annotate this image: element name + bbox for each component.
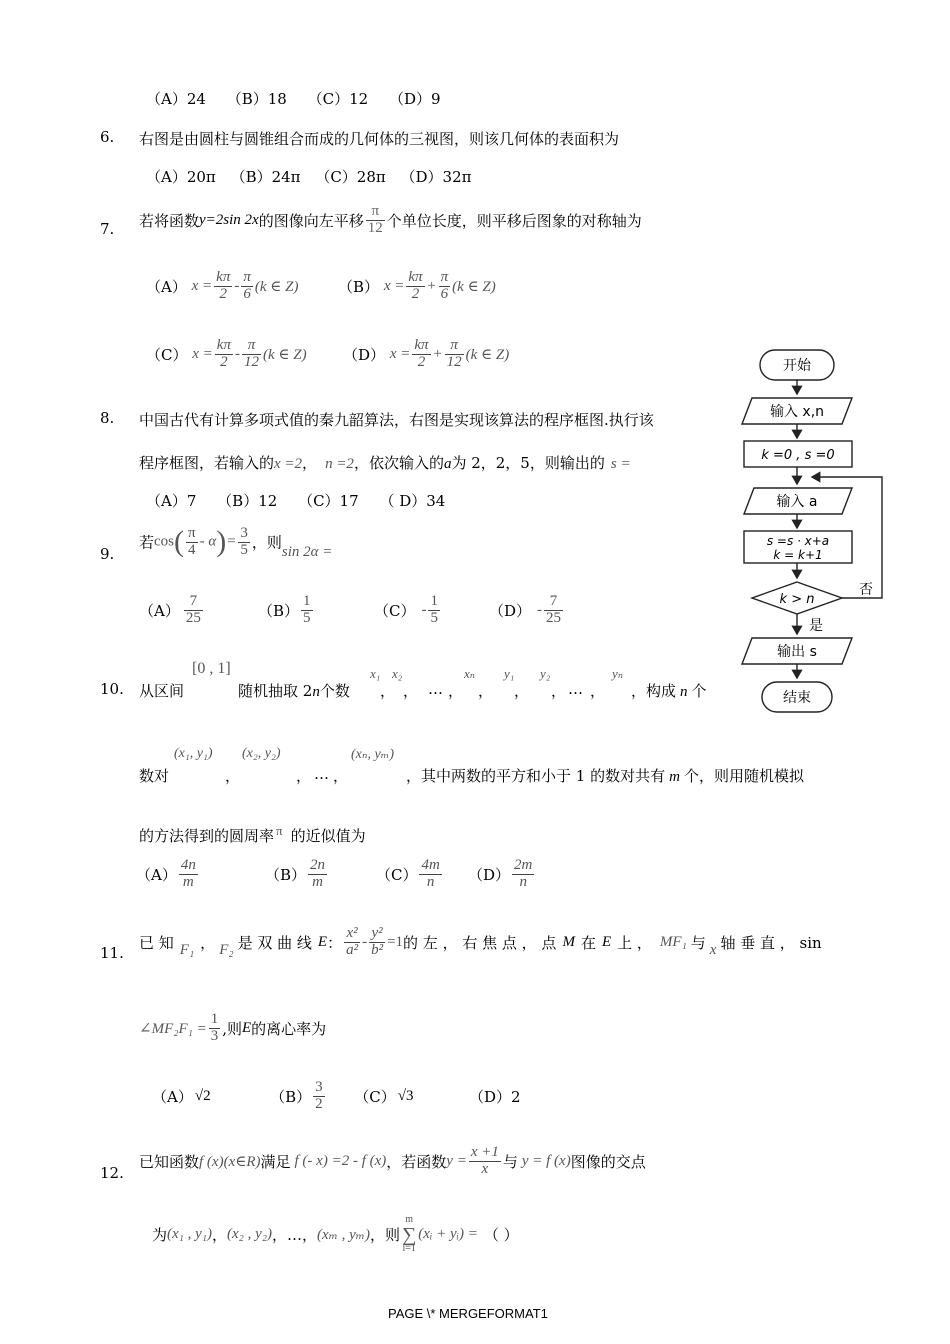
q7-option-c [146, 338, 307, 371]
q10-pairs-rest [406, 765, 804, 786]
q11-eq1: =1 [387, 933, 404, 950]
q10-sep-1: ， [380, 682, 396, 700]
q9-b-num: 1 [303, 593, 311, 609]
q10-pair-dots: … [314, 765, 329, 783]
q10-n-var: n [312, 684, 320, 700]
q12-sep-1: ， [212, 1226, 228, 1244]
flow-yes-label: 是 [809, 618, 823, 634]
q11-line1: 已 知 F₁ ， F₂ 是 双 曲 线 E： $\frac{\text{x²}}{\text{a²}}$ - $\frac{\text{y²}}{\text{b²}}$ =1的 左 ， 右 焦 点 ， 点 M 在 E 上 ， MF₁ 与 x 轴 垂 直 ， sin [139, 925, 822, 959]
q6-stem: 右图是由圆柱与圆锥组合而成的几何体的三视图，则该几何体的表面积为 [139, 130, 620, 148]
q11-b2: b² [371, 941, 384, 958]
q10-b: 随机抽取 2 [238, 682, 313, 700]
q7-c-cond: (k ∈ Z) [262, 346, 307, 363]
q10-c-den: n [419, 874, 441, 891]
q10-pairs-rest-a: ，其中两数的平方和小于 1 的数对共有 [406, 767, 666, 785]
q12-relation: f (- x) =2 - f (x) [294, 1152, 387, 1169]
q7-d-op: + [432, 345, 443, 362]
q12-pt2: (x₂ , y₂) [227, 1226, 273, 1242]
q7-shift-den: 12 [367, 219, 383, 236]
q8-line2-c: 为 2，2，5，则输出的 [451, 454, 605, 472]
q9-option-c [374, 594, 442, 627]
q11-option-a: √2 [194, 1087, 211, 1104]
q9-c-den: 5 [430, 609, 438, 626]
q12-sigma: ∑ [402, 1223, 417, 1246]
q10-sep-5: ， [514, 682, 530, 700]
q7-a-two: 2 [214, 286, 232, 303]
q12-line1 [139, 1145, 646, 1178]
q11-angle: ∠MF₂F₁ = [139, 1020, 207, 1037]
q9-label-a: （A） [139, 601, 180, 620]
q10-sep-7: ， [590, 682, 606, 700]
q10-dots-1: … [428, 680, 443, 698]
q10-a-den: m [179, 874, 198, 891]
q11-label-b: （B） [270, 1087, 312, 1106]
q10-line1-b [238, 680, 350, 701]
q9-label-d: （D） [489, 601, 532, 620]
q9-five: 5 [240, 541, 248, 558]
q10-pair-2: (x₂, y₂) [242, 746, 281, 761]
q8-comma: ， [302, 454, 318, 472]
q11-line2 [139, 1012, 326, 1045]
q12-sum-body: (xᵢ + yᵢ) = [418, 1226, 478, 1242]
q11-F1: F₁ [179, 942, 195, 959]
q10-option-b [265, 858, 329, 891]
q10-x1: x₁ [370, 666, 381, 681]
q8-option-d: （ D）34 [379, 492, 446, 510]
q9-option-b [258, 594, 315, 627]
q7-a-lhs: x = [191, 277, 213, 294]
q11-label-a: （A） [152, 1087, 193, 1106]
q10-y2: y₂ [540, 666, 551, 681]
q5-option-a: （A）24 [146, 90, 206, 108]
q8-x-eq: x =2 [274, 456, 303, 472]
q11-three: 3 [210, 1027, 219, 1044]
q10-xn: xₙ [464, 666, 476, 681]
q6-option-b: （B）24π [230, 168, 301, 186]
q7-d-kpi: kπ [414, 337, 429, 353]
q8-line2 [139, 452, 631, 473]
q10-line3-a: 的方法得到的圆周率 [139, 827, 275, 845]
q9-label-b: （B） [258, 601, 300, 620]
q10-pair-sep-1: ， [225, 767, 241, 785]
q10-d-den: n [512, 874, 534, 891]
q9-pi: π [188, 524, 196, 541]
q10-line3 [139, 823, 366, 846]
program-flowchart [736, 344, 886, 716]
q7-b-op: + [426, 277, 437, 294]
q12-number: 12. [100, 1164, 124, 1182]
q11-MF1: MF₁ [659, 933, 687, 950]
q6-number: 6. [100, 128, 115, 146]
q7-label-c: （C） [146, 345, 188, 364]
q7-d-den: 12 [446, 353, 462, 370]
q5-option-c: （C）12 [307, 90, 369, 108]
q12-ptm: (xₘ , yₘ) [317, 1227, 371, 1243]
q9-d-sign: - [537, 601, 543, 618]
q11-a2: a² [346, 941, 359, 958]
q10-label-a: （A） [136, 865, 177, 884]
q12-y-fx: y = f (x) [521, 1152, 571, 1169]
q7-d-cond: (k ∈ Z) [465, 346, 510, 363]
q11-g: 轴 垂 直 ， sin [720, 933, 822, 952]
q8-line1: 中国古代有计算多项式值的秦九韶算法，右图是实现该算法的程序框图.执行该 [139, 411, 654, 429]
q8-options [146, 490, 445, 511]
q10-c: 个数 [319, 682, 350, 700]
q10-yn: yₙ [612, 666, 624, 681]
q10-pair-sep-3: ， [333, 767, 349, 785]
q10-pair-1: (x₁, y₁) [174, 746, 213, 761]
flow-input-xn-text: 输入 x,n [769, 404, 825, 420]
q9-sin2a: sin 2α = [281, 544, 333, 560]
flow-input-a-text: 输入 a [776, 494, 818, 510]
q12-y-eq: y = [446, 1152, 467, 1169]
q11-x-axis: x [709, 942, 717, 959]
q7-stem-a: 若将函数 [139, 211, 200, 230]
q8-number: 8. [100, 409, 115, 427]
q6-option-c: （C）28π [315, 168, 386, 186]
q7-c-two: 2 [215, 354, 233, 371]
q12-answer-blank: （ ） [483, 1226, 519, 1244]
q9-cos: cos [154, 533, 175, 550]
q8-s-eq: s = [610, 456, 631, 472]
q11-e: 上 ， [617, 933, 652, 952]
q9-d-num: 7 [549, 593, 558, 609]
q11-one: 1 [210, 1011, 219, 1027]
q9-c-sign: - [421, 601, 427, 618]
q10-dots-2: … [568, 680, 583, 698]
q12-cdots: ，…， [272, 1226, 318, 1244]
q10-e: 个 [691, 682, 707, 700]
flow-end-text: 结束 [783, 690, 811, 706]
q10-pairs-rest-b: 个，则用随机模拟 [683, 767, 804, 785]
q10-sep-6: ， [551, 682, 567, 700]
q7-d-two: 2 [412, 354, 430, 371]
q11-b-num: 3 [315, 1079, 323, 1095]
q12-wei: 为 [152, 1226, 168, 1244]
q9-a-num: 7 [189, 593, 198, 609]
q10-d-num: 2m [514, 857, 533, 873]
q7-a-den: 6 [241, 286, 253, 303]
q9-three: 3 [240, 524, 248, 541]
q11-option-d: （D）2 [469, 1087, 521, 1106]
q9-option-a [139, 594, 205, 627]
q7-option-d [343, 338, 509, 371]
q9-option-d [489, 594, 565, 627]
q11-E-3: E [241, 1019, 252, 1036]
q10-c-num: 4m [421, 857, 440, 873]
q12-ze: ，则 [370, 1226, 401, 1244]
q10-pi: π [276, 823, 283, 838]
q10-label-d: （D） [468, 865, 511, 884]
q9-b-den: 5 [303, 609, 311, 626]
q6-option-d: （D）32π [400, 168, 472, 186]
q11-F2: F₂ [219, 942, 234, 959]
flow-start-text: 开始 [783, 358, 811, 374]
q11-b-den: 2 [315, 1095, 323, 1112]
q12-c: ，若函数 [386, 1152, 447, 1171]
flow-update2-text: k = k+1 [773, 548, 823, 562]
q7-b-pi: π [440, 269, 449, 285]
q7-b-den: 6 [439, 286, 451, 303]
q9-d-den: 25 [546, 609, 562, 626]
q12-sum-bot: i=1 [402, 1242, 416, 1254]
q7-c-op: - [234, 345, 240, 362]
q7-b-lhs: x = [383, 277, 405, 294]
q7-b-cond: (k ∈ Z) [452, 278, 496, 295]
q11-E: E [317, 933, 328, 950]
q10-d: ，构成 [631, 682, 677, 700]
q9-stem: 若cos( $\frac{\pi}{4}$ - α)= $\frac{3}{5}$ ，则sin 2α = [139, 524, 333, 560]
q7-a-cond: (k ∈ Z) [254, 278, 299, 295]
q10-label-c: （C） [376, 865, 418, 884]
q7-stem [139, 204, 642, 237]
q11-E-2: E [601, 933, 612, 950]
q11-number: 11. [100, 944, 124, 962]
q7-function: y=2sin 2x [199, 211, 259, 228]
q8-line2-b: ，依次输入的 [353, 454, 444, 472]
q7-c-lhs: x = [192, 345, 213, 362]
q11-f: 与 [690, 933, 706, 952]
q10-n-var-2: n [680, 684, 688, 700]
q11-h: ,则 [222, 1019, 242, 1038]
q7-label-a: （A） [146, 277, 187, 296]
q11-label-c: （C） [354, 1087, 396, 1106]
q10-interval: [0 , 1] [192, 660, 231, 677]
q10-a-num: 4n [180, 857, 196, 873]
q12-sum-top: m [405, 1214, 414, 1225]
q7-b-two: 2 [406, 286, 424, 303]
q11-b: 是 双 曲 线 [237, 933, 312, 952]
q5-options [146, 88, 441, 109]
q10-line1-a: 从区间 [139, 682, 185, 700]
q9-ze: ，则 [251, 533, 282, 552]
q10-b-num: 2n [310, 857, 326, 873]
q9-eq: = [226, 533, 237, 550]
q11-i: 的离心率为 [251, 1019, 327, 1038]
q10-b-den: m [308, 874, 327, 891]
q7-stem-b: 的图像向左平移 [258, 211, 364, 230]
q10-pair-n: (xₙ, yₘ) [351, 747, 395, 762]
q9-c-num: 1 [430, 593, 438, 609]
q7-d-pi: π [450, 337, 458, 353]
q12-b: 满足 [260, 1152, 291, 1171]
q10-x2: x₂ [392, 666, 403, 681]
q7-a-kpi: kπ [216, 269, 231, 285]
q12-numer: x +1 [470, 1144, 499, 1160]
q11-minus: - [362, 933, 368, 950]
q7-label-b: （B） [338, 277, 380, 296]
q8-a-var: a [443, 456, 452, 472]
q8-option-a: （A）7 [146, 492, 197, 510]
q10-m-var: m [669, 769, 680, 785]
q7-shift-num: π [371, 203, 380, 219]
q7-shift-fraction [366, 204, 385, 237]
q7-a-op: - [234, 277, 240, 294]
q6-option-a: （A）20π [146, 168, 216, 186]
q9-number: 9. [100, 545, 115, 563]
q10-option-a [136, 858, 200, 891]
q12-denom: x [469, 1161, 501, 1178]
q10-pairs-label: 数对 [139, 767, 170, 785]
q11-a: 已 知 [139, 933, 174, 952]
q10-number: 10. [100, 680, 124, 698]
q9-four: 4 [186, 542, 198, 559]
q11-options [152, 1080, 521, 1113]
flow-no-label: 否 [859, 582, 873, 598]
q10-option-c [376, 858, 444, 891]
q7-number: 7. [100, 220, 115, 238]
q7-c-kpi: kπ [216, 337, 231, 353]
q10-sep-2: ， [403, 682, 419, 700]
q11-x2: x² [346, 925, 358, 941]
q10-pair-sep-2: ， [296, 767, 312, 785]
q11-y2: y² [371, 925, 383, 941]
q7-stem-c: 个单位长度，则平移后图象的对称轴为 [386, 211, 642, 230]
q11-colon: ： [327, 933, 343, 952]
flow-decision-text: k > n [779, 592, 815, 607]
q7-option-b [338, 270, 496, 303]
q10-label-b: （B） [265, 865, 307, 884]
q12-a: 已知函数 [139, 1152, 200, 1171]
q9-label-c: （C） [374, 601, 416, 620]
q12-line2 [152, 1215, 519, 1254]
q11-d: 在 [580, 933, 596, 952]
q7-c-den: 12 [243, 353, 259, 370]
q12-e: 图像的交点 [570, 1152, 646, 1171]
q7-option-a [146, 270, 298, 303]
flow-update1-text: s =s · x+a [766, 534, 830, 548]
q11-option-c: √3 [397, 1087, 414, 1104]
q10-y1: y₁ [504, 666, 515, 681]
q8-n-eq: n =2 [325, 456, 354, 472]
q10-option-d [468, 858, 536, 891]
q8-option-c: （C）17 [298, 492, 359, 510]
q8-line2-a: 程序框图，若输入的 [139, 454, 275, 472]
flow-output-text: 输出 s [777, 644, 817, 660]
q12-pt1: (x₁ , y₁) [167, 1226, 213, 1242]
page-footer: PAGE \* MERGEFORMAT1 [388, 1306, 548, 1321]
q10-line3-b: 的近似值为 [290, 827, 366, 845]
q7-a-pi: π [243, 269, 251, 285]
q7-label-d: （D） [343, 345, 386, 364]
q8-option-b: （B）12 [217, 492, 278, 510]
q10-line1-tail [631, 680, 707, 701]
q12-fx: f (x)(x∈R) [199, 1153, 261, 1170]
q10-sep-3: ， [448, 682, 464, 700]
q12-d: 与 [502, 1152, 518, 1171]
q7-d-lhs: x = [389, 345, 411, 362]
q10-sep-4: ， [478, 682, 494, 700]
q9-minus-alpha: - α [199, 533, 217, 550]
flow-init-text: k =0 , s =0 [761, 448, 835, 463]
q7-c-pi: π [247, 337, 256, 353]
q5-option-d: （D）9 [388, 90, 441, 108]
q6-options [146, 166, 472, 187]
q11-M: M [562, 933, 575, 950]
q11-c: 的 左 ， 右 焦 点 ， 点 [403, 933, 557, 952]
q7-b-kpi: kπ [408, 269, 423, 285]
q5-option-b: （B）18 [226, 90, 287, 108]
q9-ruo: 若 [139, 533, 155, 552]
q9-a-den: 25 [185, 609, 201, 626]
